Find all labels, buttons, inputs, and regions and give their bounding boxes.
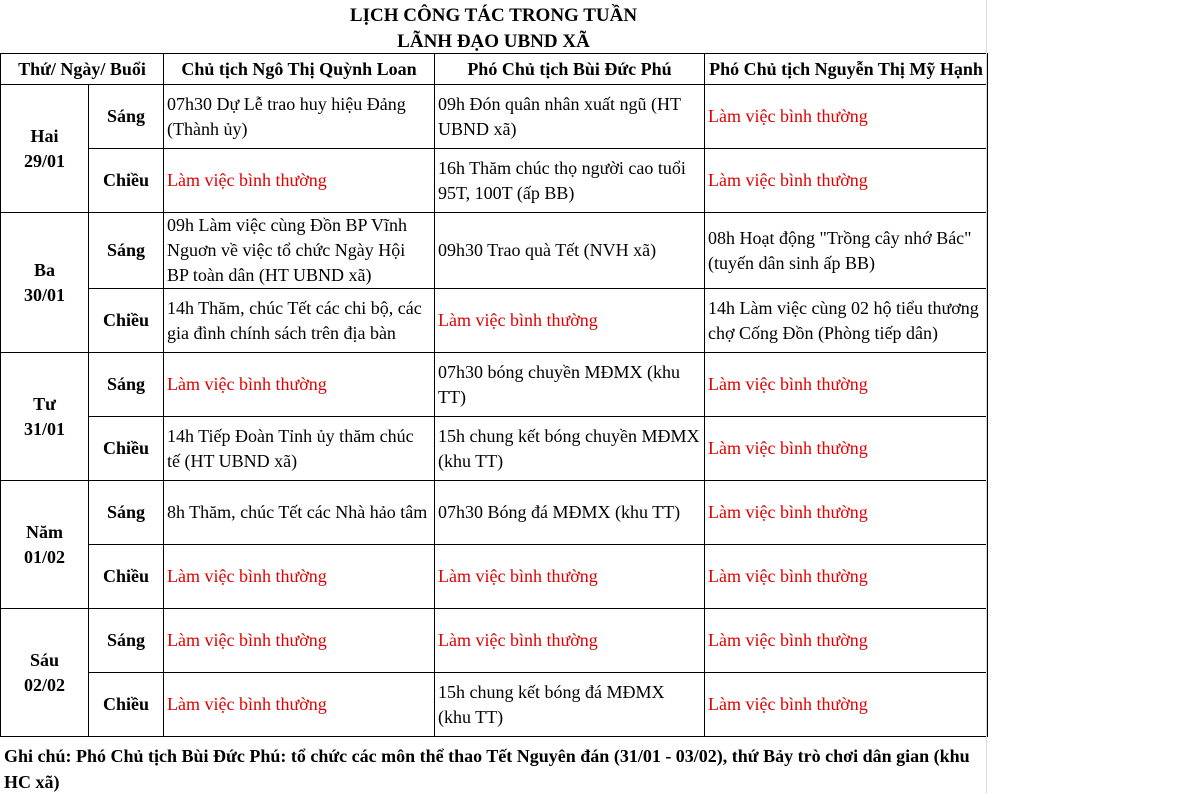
day-date: 30/01 xyxy=(23,284,65,305)
session-label: Chiều xyxy=(89,673,164,737)
schedule-cell: Làm việc bình thường xyxy=(435,289,705,353)
session-label: Sáng xyxy=(89,353,164,417)
table-row xyxy=(1,481,988,545)
schedule-cell: Làm việc bình thường xyxy=(164,353,435,417)
header-chairman: Chủ tịch Ngô Thị Quỳnh Loan xyxy=(164,54,435,85)
page-subtitle: LÃNH ĐẠO UBND XÃ xyxy=(397,31,590,52)
day-date: 29/01 xyxy=(23,150,65,171)
table-row xyxy=(1,673,988,737)
schedule-cell: Làm việc bình thường xyxy=(705,417,988,481)
table-row xyxy=(1,353,988,417)
schedule-cell: 14h Tiếp Đoàn Tỉnh ủy thăm chúc tế (HT UBND xã) xyxy=(164,417,435,481)
schedule-cell: 08h Hoạt động "Trồng cây nhớ Bác" (tuyến dân sinh ấp BB) xyxy=(705,213,988,289)
day-cell xyxy=(1,481,89,609)
header-day-session: Thứ/ Ngày/ Buổi xyxy=(1,54,164,85)
schedule-cell: 14h Làm việc cùng 02 hộ tiểu thương chợ Cống Đồn (Phòng tiếp dân) xyxy=(705,289,988,353)
header-row xyxy=(1,54,988,85)
schedule-cell: 09h30 Trao quà Tết (NVH xã) xyxy=(435,213,705,289)
schedule-cell: Làm việc bình thường xyxy=(164,609,435,673)
session-label: Sáng xyxy=(89,609,164,673)
schedule-cell: Làm việc bình thường xyxy=(705,353,988,417)
footnote: Ghi chú: Phó Chủ tịch Bùi Đức Phú: tổ chức các môn thể thao Tết Nguyên đán (31/01 - 03/02), thứ Bảy trò chơi dân gian (khu HC xã) xyxy=(4,746,970,792)
schedule-cell: 07h30 Bóng đá MĐMX (khu TT) xyxy=(435,481,705,545)
table-row xyxy=(1,85,988,149)
table-row xyxy=(1,609,988,673)
schedule-cell: Làm việc bình thường xyxy=(164,545,435,609)
schedule-cell: 07h30 bóng chuyền MĐMX (khu TT) xyxy=(435,353,705,417)
day-date: 02/02 xyxy=(23,674,65,695)
table-row xyxy=(1,417,988,481)
day-name: Ba xyxy=(33,259,55,280)
schedule-cell: Làm việc bình thường xyxy=(705,481,988,545)
day-date: 01/02 xyxy=(23,546,65,567)
schedule-cell: Làm việc bình thường xyxy=(164,149,435,213)
header-vice-chairman-hanh: Phó Chủ tịch Nguyễn Thị Mỹ Hạnh xyxy=(705,54,988,85)
schedule-cell: Làm việc bình thường xyxy=(164,673,435,737)
table-row xyxy=(1,149,988,213)
schedule-body xyxy=(1,85,988,737)
day-name: Sáu xyxy=(29,649,60,670)
schedule-cell: 14h Thăm, chúc Tết các chi bộ, các gia đình chính sách trên địa bàn xyxy=(164,289,435,353)
session-label: Chiều xyxy=(89,289,164,353)
schedule-table xyxy=(0,53,988,737)
sheet-edge-line xyxy=(986,0,987,793)
session-label: Sáng xyxy=(89,85,164,149)
session-label: Chiều xyxy=(89,545,164,609)
day-name: Năm xyxy=(26,521,63,542)
header-vice-chairman-phu: Phó Chủ tịch Bùi Đức Phú xyxy=(435,54,705,85)
schedule-cell: 09h Đón quân nhân xuất ngũ (HT UBND xã) xyxy=(435,85,705,149)
page-title: LỊCH CÔNG TÁC TRONG TUẦN xyxy=(349,5,638,26)
table-row xyxy=(1,213,988,289)
day-cell xyxy=(1,213,89,353)
schedule-cell: 07h30 Dự Lễ trao huy hiệu Đảng (Thành ủy) xyxy=(164,85,435,149)
day-cell xyxy=(1,609,89,737)
day-date: 31/01 xyxy=(23,418,65,439)
schedule-cell: 15h chung kết bóng chuyền MĐMX (khu TT) xyxy=(435,417,705,481)
schedule-cell: Làm việc bình thường xyxy=(705,609,988,673)
schedule-cell: 09h Làm việc cùng Đồn BP Vĩnh Nguơn về việc tổ chức Ngày Hội BP toàn dân (HT UBND xã) xyxy=(164,213,435,289)
session-label: Chiều xyxy=(89,417,164,481)
session-label: Sáng xyxy=(89,481,164,545)
day-cell xyxy=(1,85,89,213)
schedule-cell: Làm việc bình thường xyxy=(705,85,988,149)
schedule-cell: 16h Thăm chúc thọ người cao tuổi 95T, 100T (ấp BB) xyxy=(435,149,705,213)
day-cell xyxy=(1,353,89,481)
table-row xyxy=(1,545,988,609)
schedule-cell: Làm việc bình thường xyxy=(705,545,988,609)
session-label: Sáng xyxy=(89,213,164,289)
schedule-cell: Làm việc bình thường xyxy=(435,609,705,673)
schedule-cell: Làm việc bình thường xyxy=(435,545,705,609)
table-row xyxy=(1,289,988,353)
day-name: Tư xyxy=(33,393,56,414)
schedule-cell: Làm việc bình thường xyxy=(705,673,988,737)
schedule-cell: 15h chung kết bóng đá MĐMX (khu TT) xyxy=(435,673,705,737)
day-name: Hai xyxy=(30,125,59,146)
schedule-cell: Làm việc bình thường xyxy=(705,149,988,213)
session-label: Chiều xyxy=(89,149,164,213)
schedule-cell: 8h Thăm, chúc Tết các Nhà hảo tâm xyxy=(164,481,435,545)
